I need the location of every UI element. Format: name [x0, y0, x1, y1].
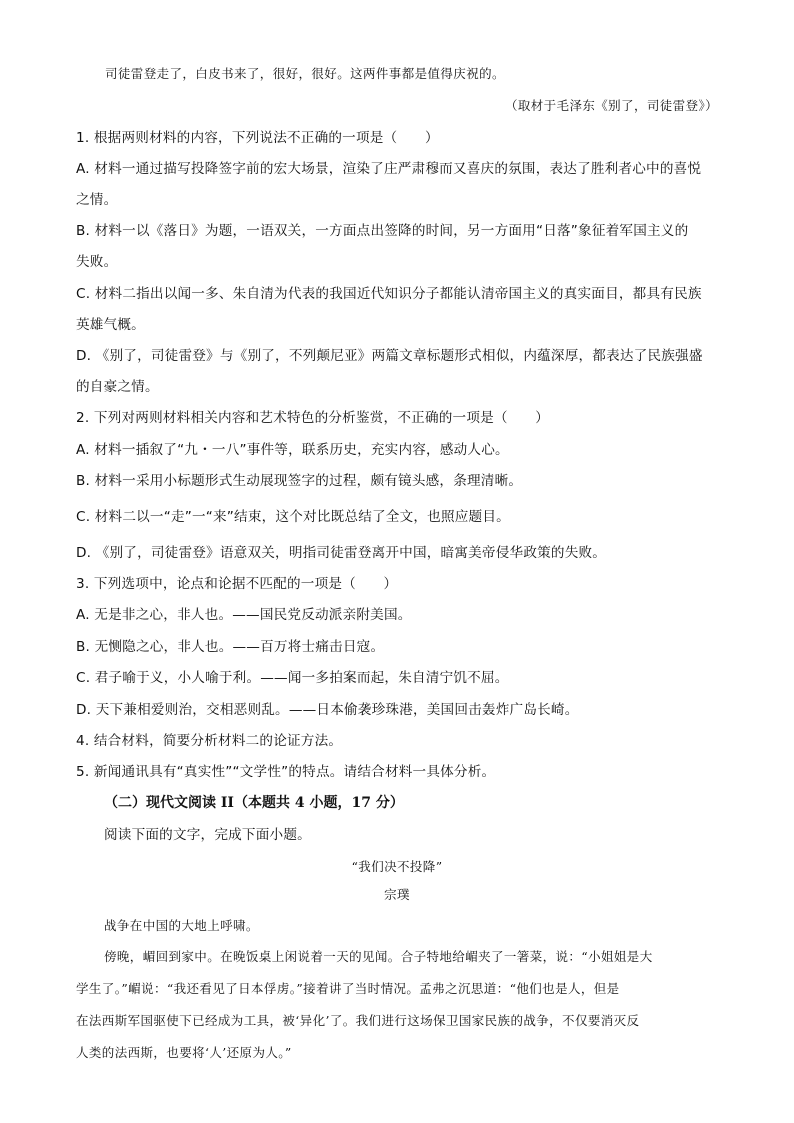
question-3-option-c: C. 君子喻于义，小人喻于利。——闻一多拍案而起，朱自清宁饥不屈。 [76, 670, 509, 686]
article-title: “我们决不投降” [351, 859, 443, 874]
question-2-option-b: B. 材料一采用小标题形式生动展现签字的过程，颇有镜头感，条理清晰。 [76, 473, 523, 489]
article-paragraph-2-line-2: 学生了。”嵋说：“我还看见了日本俘虏。”接着讲了当时情况。孟弗之沉思道：“他们也是人，但是 [76, 981, 620, 996]
article-author: 宗璞 [384, 887, 410, 902]
question-1-option-a-cont: 之情。 [76, 192, 118, 208]
question-2-stem: 2. 下列对两则材料相关内容和艺术特色的分析鉴赏，不正确的一项是（ ） [76, 410, 550, 426]
question-1-option-a: A. 材料一通过描写投降签字前的宏大场景，渲染了庄严肃穆而又喜庆的氛围，表达了胜利者心中的喜悦 [76, 161, 702, 177]
question-1-option-d-cont: 的自豪之情。 [76, 379, 159, 395]
question-4: 4. 结合材料，简要分析材料二的论证方法。 [76, 733, 343, 749]
article-paragraph-1: 战争在中国的大地上呼啸。 [104, 918, 259, 933]
question-1-option-b-cont: 失败。 [76, 254, 118, 270]
question-1-option-d: D. 《别了，司徒雷登》与《别了，不列颠尼亚》两篇文章标题形式相似，内蕴深厚，都表达了民族强盛 [76, 348, 703, 364]
question-1-option-b: B. 材料一以《落日》为题，一语双关，一方面点出签降的时间，另一方面用“日落”象征着军国主义的 [76, 223, 689, 239]
question-3-option-a: A. 无是非之心，非人也。——国民党反动派亲附美国。 [76, 607, 412, 623]
section-heading: （二）现代文阅读 II（本题共 4 小题，17 分） [104, 795, 404, 811]
question-5: 5. 新闻通讯具有“真实性”“文学性”的特点。请结合材料一具体分析。 [76, 764, 496, 780]
article-paragraph-2-line-1: 傍晚，嵋回到家中。在晚饭桌上闲说着一天的见闻。合子特地给嵋夹了一箸菜，说：“小姐姐是大 [104, 949, 653, 964]
question-2-option-a: A. 材料一插叙了“九・一八”事件等，联系历史，充实内容，感动人心。 [76, 442, 509, 458]
question-3-option-b: B. 无恻隐之心，非人也。——百万将士痛击日寇。 [76, 639, 385, 655]
question-3-stem: 3. 下列选项中，论点和论据不匹配的一项是（ ） [76, 576, 398, 592]
article-paragraph-2-line-4: 人类的法西斯，也要将‘人’还原为人。” [76, 1045, 292, 1060]
question-2-option-d: D. 《别了，司徒雷登》语意双关，明指司徒雷登离开中国，暗寓美帝侵华政策的失败。 [76, 545, 607, 561]
article-paragraph-2-line-3: 在法西斯军国驱使下已经成为工具，被‘异化’了。我们进行这场保卫国家民族的战争，不仅要消灭反 [76, 1013, 640, 1028]
question-1-option-c: C. 材料二指出以闻一多、朱自清为代表的我国近代知识分子都能认清帝国主义的真实面目，都具有民族 [76, 286, 702, 302]
question-3-option-d: D. 天下兼相爱则治，交相恶则乱。——日本偷袭珍珠港，美国回击轰炸广岛长崎。 [76, 702, 579, 718]
quote-source: （取材于毛泽东《别了，司徒雷登》） [504, 98, 718, 113]
question-1-stem: 1. 根据两则材料的内容，下列说法不正确的一项是（ ） [76, 130, 439, 146]
question-2-option-c: C. 材料二以一“走”一“来”结束，这个对比既总结了全文，也照应题目。 [76, 509, 510, 525]
question-1-option-c-cont: 英雄气概。 [76, 317, 145, 333]
section-instruction: 阅读下面的文字，完成下面小题。 [104, 827, 311, 843]
quote-line: 司徒雷登走了，白皮书来了，很好，很好。这两件事都是值得庆祝的。 [105, 66, 505, 81]
